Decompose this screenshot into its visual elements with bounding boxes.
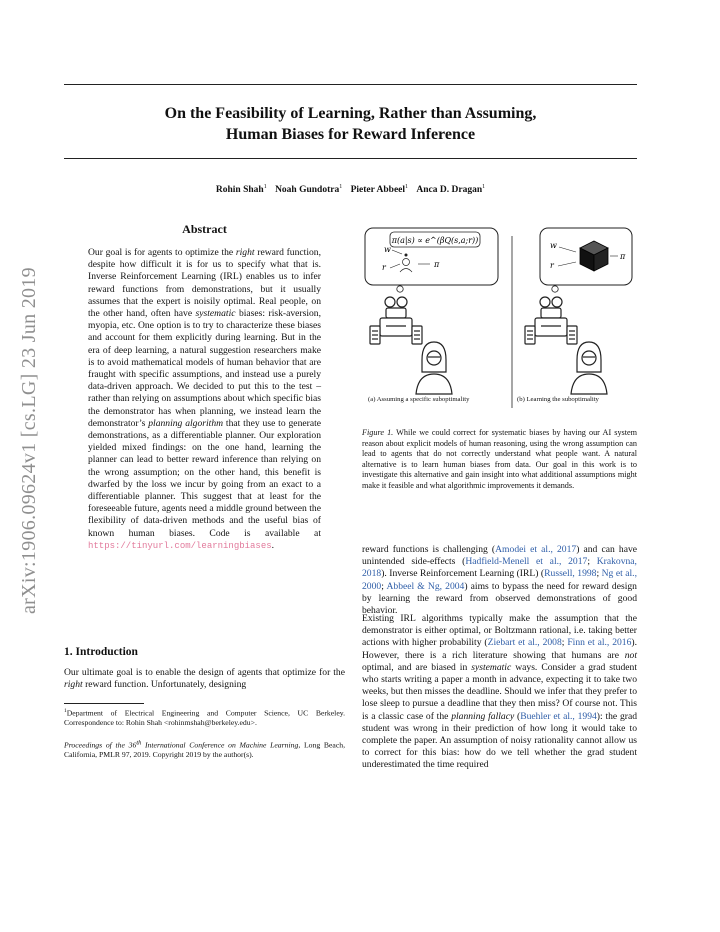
section-heading-introduction: 1. Introduction	[64, 646, 138, 658]
bubble-dot-b	[552, 286, 558, 292]
intro-paragraph-right: reward functions is challenging (Amodei et al., 2017) and can have unintended side-effects (Hadfield-Menell et al., 2017; Krakovna, 2018). Inverse Reinforcement Learning (IRL) (Russell, 1998; Ng et al., 2000; Abbeel & Ng, 2004) aims to bypass the need for reward design by learning the reward from observed demonstrations of good behavior.	[362, 544, 638, 617]
subcaption-b: (b) Learning the suboptimality	[517, 396, 599, 403]
citation-link[interactable]: Buehler et al., 1994	[520, 710, 597, 722]
w-label: w	[384, 245, 391, 254]
intro-paragraph-right-2: Existing IRL algorithms typically make the assumption that the demonstrator is either optimal, or Boltzmann rational, i.e. taking better actions with higher probability (Ziebart et al., 2008; Finn et al., 2016). However, there is a rich literature showing that humans are not optimal, and are biased in systematic ways. Consider a grad student who starts writing a paper a month in advance, expecting it to take two weeks, but then misses the deadline. Should we infer that they prefer to lose sleep to pursue a deadline that they then miss? Of course not. This is a classic case of the planning fallacy (Buehler et al., 1994): the grad student was wrong in their prediction of how long it would take to complete the paper. An assumption of noisy rationality cannot allow us to correct for this bias: how do we tell whether the grad student underestimated the time required	[362, 613, 638, 771]
author: Pieter Abbeel$^1$	[350, 184, 409, 196]
title-line-2: Human Biases for Reward Inference	[225, 126, 476, 143]
node-icon	[405, 254, 408, 257]
woman-icon	[571, 342, 607, 394]
citation-link[interactable]: Abbeel & Ng, 2004	[386, 580, 465, 592]
subcaption-a: (a) Assuming a specific suboptimality	[368, 396, 470, 403]
pi-label-a: π	[434, 260, 440, 269]
citation-link[interactable]: Ziebart et al., 2008	[487, 637, 562, 649]
pi-label-b: π	[620, 252, 626, 261]
affiliation-footnote: $^1$Department of Electrical Engineering and Computer Science, UC Berkeley. Correspondence to: Rohin Shah <rohinmshah@berkeley.edu>.	[64, 708, 345, 728]
abstract-section	[64, 222, 345, 552]
citation-link[interactable]: Hadfield-Menell et al., 2017	[465, 556, 588, 568]
citation-link[interactable]: Krakovna, 2018	[362, 556, 637, 580]
paper-title	[64, 103, 637, 145]
formula-text: π(a|s) ∝ e^(βQ(s,a;r))	[391, 236, 479, 245]
proceedings-note: Proceedings of the 36th International Conference on Machine Learning, Long Beach, California, PMLR 97, 2019. Copyright 2019 by the author(s).	[64, 739, 345, 760]
author: Noah Gundotra$^1$	[275, 184, 343, 196]
robot-icon	[370, 297, 422, 344]
citation-link[interactable]: Ng et al., 2000	[362, 568, 637, 592]
footnote-rule	[64, 703, 144, 704]
intro-paragraph: Our ultimate goal is to enable the design of agents that optimize for the right reward function. Unfortunately, designing	[64, 667, 345, 691]
author: Anca D. Dragan$^1$	[416, 184, 486, 196]
w-label-b: w	[550, 241, 557, 250]
abstract-heading: Abstract	[182, 222, 227, 236]
r-label-b: r	[550, 261, 554, 270]
author: Rohin Shah$^1$	[215, 184, 267, 196]
title-line-1: On the Feasibility of Learning, Rather than Assuming,	[164, 105, 537, 122]
figure-caption: Figure 1. While we could correct for systematic biases by having our AI system reason about explicit models of human reasoning, using the wrong assumption can lead to agents that do not correctly understand what people want. A natural alternative is to learn human biases from data. Our goal in this work is to investigate this alternative and gain insight into what additional assumptions might make it feasible and what algorithmic improvements it demands.	[362, 428, 638, 490]
title-rule-bottom	[64, 158, 637, 159]
r-label: r	[382, 263, 386, 272]
abstract-text: Our goal is for agents to optimize the right reward function, despite how difficult it is for us to specify what that is. Inverse Reinforcement Learning (IRL) enables us to infer reward functions from demonstrations, but it usually assumes that the expert is noisily optimal. Real people, on the other hand, often have systematic biases: risk-aversion, myopia, etc. One option is to try to characterize these biases and account for them explicitly during learning. But in the era of deep learning, a natural suggestion researchers make is to avoid mathematical models of human behavior that are fraught with specific assumptions, and instead use a purely data-driven approach. We decided to put this to the test – rather than relying on assumptions about which specific bias the demonstrator has when planning, we instead learn the demonstrator’s planning algorithm that they use to generate demonstrations, as a differentiable planner. Our exploration yielded mixed findings: on the one hand, learning the planner can lead to better reward inference than relying on the wrong assumption; on the other hand, this benefit is dwarfed by the loss we incur by going from an exact to a differentiable planner. This suggest that at least for the foreseeable future, agents need a middle ground between the flexibility of data-driven methods and the useful bias of known human biases. Code is available at https://tinyurl.com/learningbiases.	[88, 247, 321, 551]
black-box-icon	[580, 241, 608, 271]
citation-link[interactable]: Amodei et al., 2017	[495, 544, 577, 555]
bubble-dot-a	[397, 286, 403, 292]
author-list	[64, 184, 637, 195]
robot-icon	[525, 297, 577, 344]
citation-link[interactable]: Finn et al., 2016	[567, 637, 632, 649]
arxiv-identifier[interactable]: arXiv:1906.09624v1 [cs.LG] 23 Jun 2019	[18, 267, 40, 614]
code-link[interactable]: https://tinyurl.com/learningbiases	[88, 540, 272, 551]
woman-icon	[416, 342, 452, 394]
figure-1	[362, 222, 637, 412]
title-rule-top	[64, 84, 637, 85]
citation-link[interactable]: Russell, 1998	[544, 568, 597, 580]
